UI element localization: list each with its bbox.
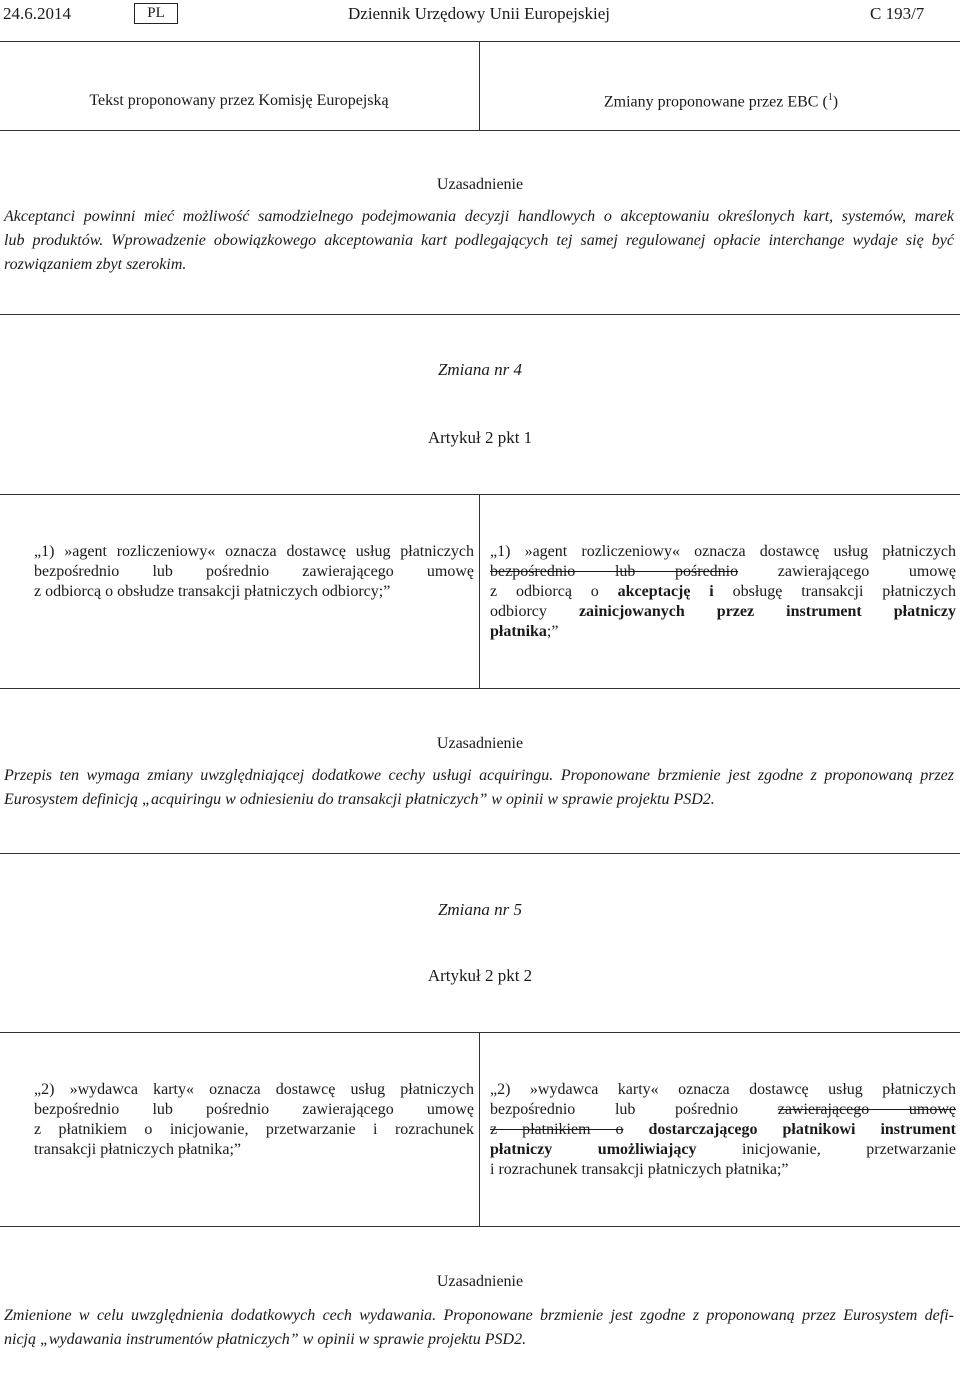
table-top-border <box>0 494 960 495</box>
section-divider <box>0 130 960 131</box>
justification-title: Uzasadnienie <box>436 176 524 193</box>
table-column-divider <box>479 1032 480 1226</box>
inserted-text: płatniczy umożliwiający <box>490 1141 697 1158</box>
inserted-text: dostarczającego płatnikowi instrument <box>623 1121 956 1138</box>
article-reference: Artykuł 2 pkt 1 <box>427 428 533 447</box>
justification-title: Uzasadnienie <box>436 735 524 752</box>
justification-text: Zmienione w celu uwzględnienia dodatkowych cech wydawania. Proponowane brzmienie jest zgodne z proponowaną przez Eurosystem defi- nicją „wydawania instrumentów płatniczych” w opinii w sprawie projektu PSD2. <box>4 1307 954 1348</box>
section-divider <box>0 853 960 854</box>
header-divider <box>0 41 960 42</box>
amended-text: „1) »agent rozliczeniowy« oznacza dostawcę usług płatniczych bezpośrednio lub pośrednio zawierającego umowę z odbiorcą o akceptację i obsługę transakcji płatniczych odbiorcy zainicjowanych przez instrument płatniczy płatnika;” <box>490 543 957 640</box>
publication-date: 24.6.2014 <box>3 4 71 23</box>
table-bottom-border <box>0 1226 960 1227</box>
deleted-text: bezpośrednio lub pośrednio <box>490 563 739 580</box>
inserted-text: akceptację i <box>617 583 714 600</box>
justification-text: Akceptanci powinni mieć możliwość samodzielnego podejmowania decyzji handlowych o akceptowaniu określonych kart, systemów, marek lub produktów. Wprowadzenie obowiązkowego akceptowania kart podlegających tej samej regulowanej opłacie interchange wydaje się być rozwiązaniem zbyt szerokim. <box>4 208 954 273</box>
justification-title: Uzasadnienie <box>436 1273 524 1290</box>
column-divider <box>479 41 480 130</box>
amended-text: „2) »wydawca karty« oznacza dostawcę usług płatniczych bezpośrednio lub pośrednio zawierającego umowę z płatnikiem o dostarczającego płatnikowi instrument płatniczy umożliwiający inicjowanie, przetwarzanie i rozrachunek transakcji płatniczych płatnika;” <box>490 1081 956 1178</box>
original-text: „2) »wydawca karty« oznacza dostawcę usług płatniczych bezpośrednio lub pośrednio zawierającego umowę z płatnikiem o inicjowanie, przetwarzanie i rozrachunek transakcji płatniczych płatnika;” <box>34 1081 474 1158</box>
article-reference: Artykuł 2 pkt 2 <box>427 966 533 985</box>
justification-text: Przepis ten wymaga zmiany uwzględniającej dodatkowe cechy usługi acquiringu. Proponowane brzmienie jest zgodne z proponowaną przez Eurosystem definicją „acquiringu w odniesieniu do transakcji płatniczych” w opinii w sprawie projektu PSD2. <box>4 767 954 808</box>
amendment-title: Zmiana nr 4 <box>437 360 523 379</box>
language-badge: PL <box>134 3 178 24</box>
deleted-text: z płatnikiem o <box>490 1121 624 1138</box>
deleted-text: zawierającego umowę <box>777 1101 956 1118</box>
page-reference: C 193/7 <box>870 4 925 23</box>
table-top-border <box>0 1032 960 1033</box>
table-bottom-border <box>0 688 960 689</box>
journal-title: Dziennik Urzędowy Unii Europejskiej <box>348 4 611 23</box>
inserted-text: płatnika <box>490 623 547 640</box>
left-column-header: Tekst proponowany przez Komisję Europejską <box>89 92 389 109</box>
inserted-text: zainicjowanych przez instrument płatniczy <box>578 603 957 620</box>
section-divider <box>0 314 960 315</box>
table-column-divider <box>479 494 480 688</box>
amendment-title: Zmiana nr 5 <box>437 900 523 919</box>
original-text: „1) »agent rozliczeniowy« oznacza dostawcę usług płatniczych bezpośrednio lub pośrednio zawierającego umowę z odbiorcą o obsłudze transakcji płatniczych odbiorcy;” <box>34 543 474 600</box>
right-column-header: Zmiany proponowane przez EBC ($^1$) <box>603 92 839 111</box>
